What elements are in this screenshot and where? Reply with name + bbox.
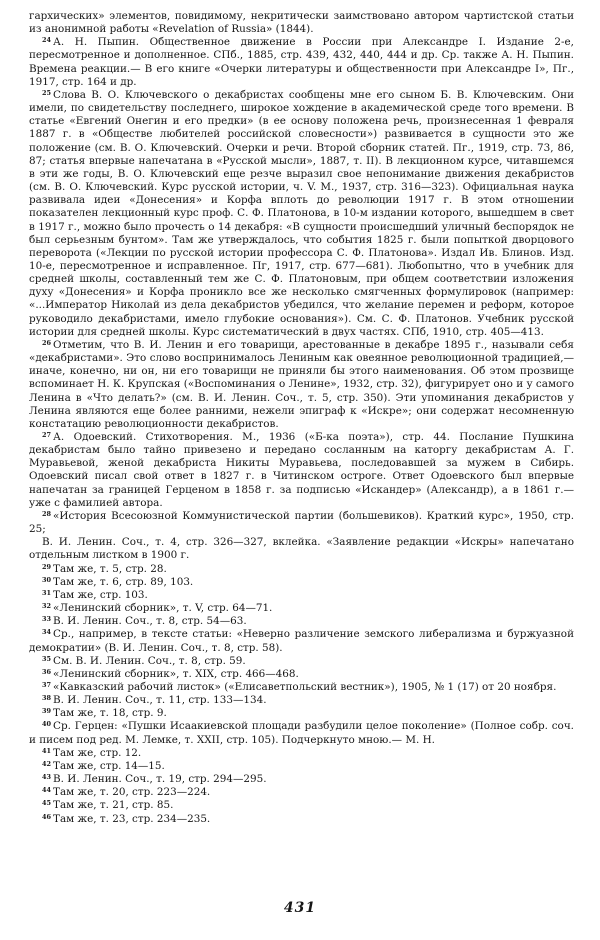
endnote-text: Ср. Герцен: «Пушки Исаакиевской площади разбудили целое поколение» (Полное собр. соч. и писем под ред. М. Лемке, т. XXII, стр. 105). Подчеркнуто мною.— М. Н.: [29, 720, 574, 746]
endnote: [29, 628, 574, 654]
endnote-number: 33: [42, 615, 52, 624]
endnote: [29, 681, 574, 694]
endnote-number: 37: [42, 680, 52, 689]
endnote-number: 32: [42, 602, 52, 611]
endnote-text: В. И. Ленин. Соч., т. 8, стр. 54—63.: [53, 615, 247, 628]
endnote-text: Там же, стр. 12.: [53, 746, 142, 759]
endnote: [29, 510, 574, 536]
endnote-number: 42: [42, 759, 52, 768]
endnote-number: 30: [42, 575, 52, 584]
endnote: [29, 589, 574, 602]
endnote-text: Там же, т. 6, стр. 89, 103.: [53, 575, 194, 588]
endnote: [29, 786, 574, 799]
endnote-number: 41: [42, 746, 52, 755]
endnote-number: 27: [42, 431, 52, 439]
endnote-number: 43: [42, 773, 52, 782]
endnote-number: 26: [42, 338, 52, 347]
endnote-text: А. Н. Пыпин. Общественное движение в России при Александре I. Издание 2-е, пересмотренное и дополненное. СПб., 1885, стр. 439, 432, 440, 444 и др. Ср. также А. Н. Пыпин. Времена реакции.— В его книге «Очерки литературы и общественности при Александре I», Пг., 1917, стр. 164 и др.: [29, 36, 574, 88]
endnote-text: Там же, т. 20, стр. 223—224.: [53, 786, 211, 799]
endnote-number: 40: [42, 720, 52, 729]
endnote-text: «История Всесоюзной Коммунистической партии (большевиков). Краткий курс», 1950, стр. 25;: [29, 509, 574, 536]
endnote: [29, 536, 574, 562]
endnote-text: Отметим, что В. И. Ленин и его товарищи, арестованные в декабре 1895 г., называли себя «декабристами». Это слово воспринималось Лениным как овеянное революционной традицией,— иначе, конечно, ни он, ни его товарищи не приняли бы этого наименования. Об этом прозвище вспоминает Н. К. Крупская («Воспоминания о Ленине», 1932, стр. 32), фигурирует оно и у самого Ленина в «Что делать?» (см. В. И. Ленин. Соч., т. 5, стр. 350). Эти упоминания декабристов у Ленина являются еще более ранними, нежели эпиграф к «Искре»; они содержат несомненную констатацию революционности декабристов.: [29, 338, 574, 430]
endnote: [29, 431, 574, 510]
endnote: [29, 747, 574, 760]
endnote-text: Слова В. О. Ключевского о декабристах сообщены мне его сыном Б. В. Ключевским. Они имели, по свидетельству последнего, широкое хождение в академической среде того времени. В статье «Евгений Онегин и его предки» (в ее основу положена речь, произнесенная 1 февраля 1887 г. в «Обществе любителей российской словесности») развивается в сущности это же положение (см. В. О. Ключевский. Очерки и речи. Второй сборник статей. Пг., 1919, стр. 73, 86, 87; статья впервые напечатана в «Русской мысли», 1887, т. II). В лекционном курсе, читавшемся в эти же годы, В. О. Ключевский еще резче выразил свое непонимание движения декабристов (см. В. О. Ключевский. Курс русской истории, ч. V. М., 1937, стр. 316—323). Официальная наука развивала идеи «Донесения» и Корфа вплоть до революции 1917 г. В этом отношении показателен лекционный курс проф. С. Ф. Платонова, в 10-м издании которого, вышедшем в свет в 1917 г., можно было прочесть о 14 декабря: «В сущности происшедший уличный беспорядок не был серьезным бунтом». Там же утверждалось, что события 1825 г. были попыткой дворцового переворота («Лекции по русской истории профессора С. Ф. Платонова». Издал Ив. Блинов. Изд. 10-е, пересмотренное и исправленное. Пг, 1917, стр. 677—681). Любопытно, что в учебник для средней школы, составленный тем же С. Ф. Платоновым, при общем соответствии изложения духу «Донесения» и Корфа проникло все же несколько смягченных формулировок (например: «...Император Николай из дела декабристов убедился, что желание перемен и реформ, которое руководило декабристами, имело глубокие основания»). См. С. Ф. Платонов. Учебник русской истории для средней школы. Курс систематический в двух частях. СПб, 1910, стр. 405—413.: [29, 88, 574, 338]
endnote-text: Там же, т. 5, стр. 28.: [53, 562, 167, 575]
endnote: [29, 799, 574, 812]
endnotes-list: [29, 10, 574, 826]
endnote-number: 39: [42, 707, 52, 716]
endnote-number: 44: [42, 786, 52, 795]
endnote: [29, 602, 574, 615]
endnote-text: В. И. Ленин. Соч., т. 4, стр. 326—327, вклейка. «Заявление редакции «Искры» напечатано отдельным листком в 1900 г.: [29, 536, 574, 562]
endnote-number: 28: [42, 509, 52, 518]
endnote-text: Там же, стр. 14—15.: [53, 759, 165, 772]
endnote-text: «Ленинский сборник», т. V, стр. 64—71.: [53, 602, 273, 615]
endnote-text: См. В. И. Ленин. Соч., т. 8, стр. 59.: [53, 654, 246, 667]
endnote-text: В. И. Ленин. Соч., т. 11, стр. 133—134.: [53, 694, 267, 707]
endnote-number: 35: [42, 654, 52, 663]
endnote-number: 25: [42, 88, 52, 97]
endnote: [29, 694, 574, 707]
endnote: [29, 576, 574, 589]
endnote: [29, 773, 574, 786]
endnote-text: Ср., например, в тексте статьи: «Неверно различение земского либерализма и буржуазной демократии» (В. И. Ленин. Соч., т. 8, стр. 58).: [29, 628, 574, 654]
endnote: [29, 339, 574, 431]
endnote: [29, 707, 574, 720]
endnote-text: Там же, т. 23, стр. 234—235.: [53, 812, 211, 825]
endnote-number: 38: [42, 694, 52, 703]
endnote-text: Там же, т. 18, стр. 9.: [53, 707, 167, 720]
endnote: [29, 760, 574, 773]
endnote-number: 34: [42, 628, 52, 637]
endnote: [29, 89, 574, 339]
endnote-number: 31: [42, 588, 52, 597]
endnote-number: 29: [42, 562, 52, 571]
endnote-number: 36: [42, 667, 52, 676]
endnote-number: 24: [42, 36, 52, 45]
endnote-text: «Кавказский рабочий листок» («Елисаветпольский вестник»), 1905, № 1 (17) от 20 ноября.: [53, 680, 557, 693]
endnote: [29, 36, 574, 89]
endnote-text: А. Одоевский. Стихотворения. М., 1936 («Б-ка поэта»), стр. 44. Послание Пушкина декабристам было тайно привезено и передано сосланным на каторгу декабристам А. Г. Муравьевой, женой декабриста Никиты Муравьева, последовавшей за мужем в Сибирь. Одоевский писал свой ответ в 1827 г. в Читинском остроге. Ответ Одоевского был впервые напечатан за границей Герценом в 1858 г. за подписью «Искандер» (Александр), а в 1861 г.— уже с фамилией автора.: [29, 431, 574, 509]
endnote: [29, 563, 574, 576]
endnote: [29, 668, 574, 681]
endnote: [29, 615, 574, 628]
endnote: [29, 720, 574, 746]
endnote-text: Там же, стр. 103.: [53, 588, 148, 601]
endnote-text: «Ленинский сборник», т. XIX, стр. 466—468.: [53, 667, 299, 680]
endnote-text: Там же, т. 21, стр. 85.: [53, 799, 174, 812]
endnote-number: 45: [42, 799, 52, 808]
endnote-text: В. И. Ленин. Соч., т. 19, стр. 294—295.: [53, 773, 267, 786]
endnote: [29, 813, 574, 826]
endnote-number: 46: [42, 812, 52, 821]
page-number: 431: [283, 900, 317, 916]
endnote-text: гархических» элементов, повидимому, некритически заимствовано автором чартистской статьи из анонимной работы «Revelation of Russia» (1844).: [29, 10, 574, 36]
endnote: [29, 655, 574, 668]
endnote: [29, 10, 574, 36]
